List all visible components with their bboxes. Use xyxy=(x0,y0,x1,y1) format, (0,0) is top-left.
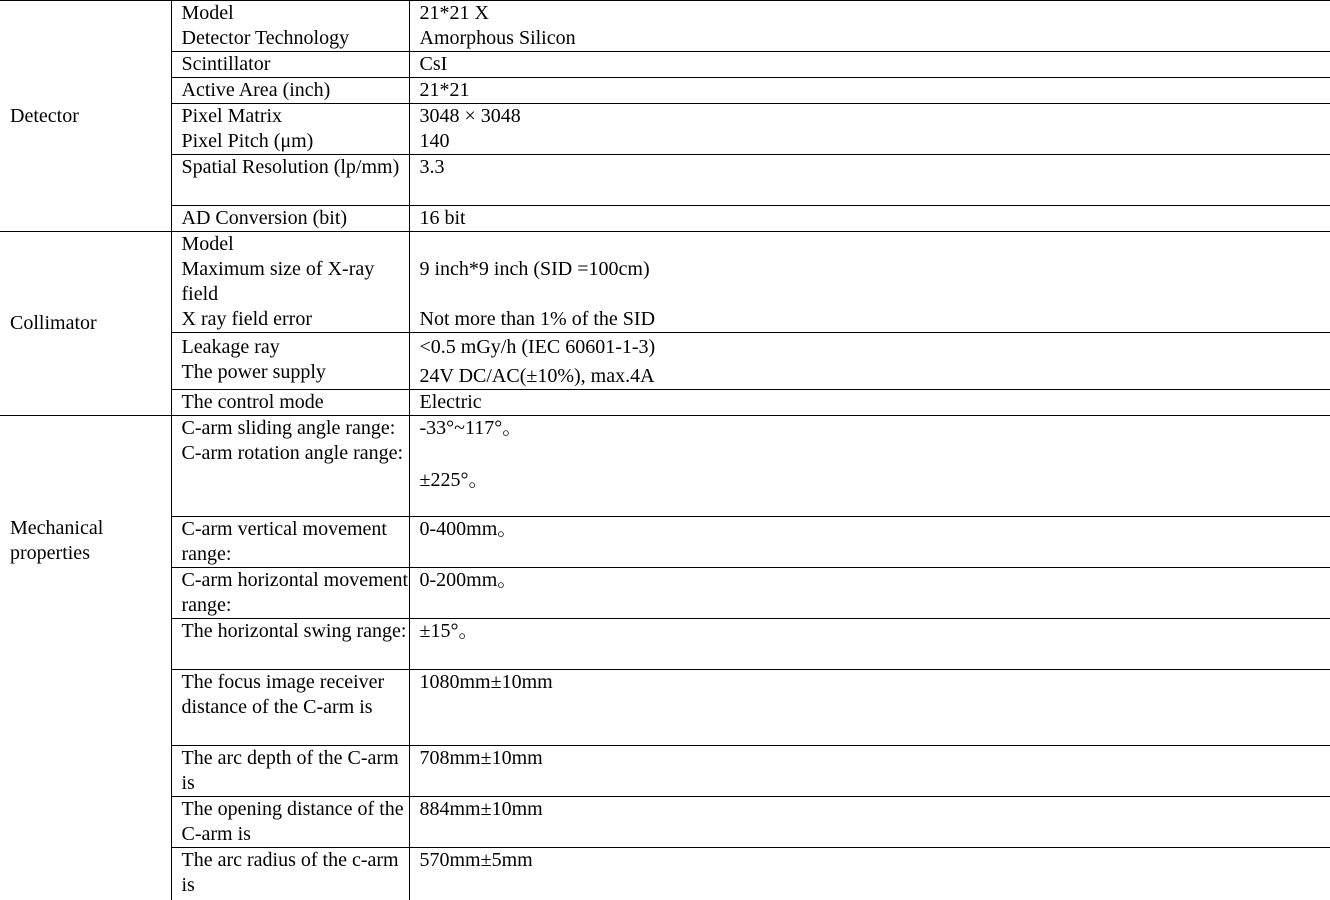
spec-value: 884mm±10mm xyxy=(409,797,1330,848)
spec-value: 21*21 xyxy=(409,78,1330,104)
spec-label: Pixel Matrix Pixel Pitch (μm) xyxy=(171,104,409,155)
spec-value: 570mm±5mm xyxy=(409,848,1330,900)
table-row xyxy=(0,517,1330,568)
spec-value: 21*21 X Amorphous Silicon xyxy=(409,1,1330,52)
spec-value: 0-400mm。 xyxy=(409,517,1330,568)
table-row xyxy=(0,232,1330,333)
table-row xyxy=(0,78,1330,104)
spec-value: 3048 × 3048 140 xyxy=(409,104,1330,155)
table-row xyxy=(0,797,1330,848)
group-label: Collimator xyxy=(10,312,97,334)
spec-label: The horizontal swing range: xyxy=(171,619,409,670)
spec-label: The focus image receiver distance of the C-arm is xyxy=(171,670,409,746)
spec-value: Electric xyxy=(409,390,1330,416)
spec-label: The opening distance of the C-arm is xyxy=(171,797,409,848)
table-row xyxy=(0,155,1330,206)
group-label: Mechanical properties xyxy=(10,517,104,564)
spec-label: Scintillator xyxy=(171,52,409,78)
table-row xyxy=(0,568,1330,619)
spec-value: 708mm±10mm xyxy=(409,746,1330,797)
spec-label: Active Area (inch) xyxy=(171,78,409,104)
spec-label: Model Detector Technology xyxy=(171,1,409,52)
spec-label: C-arm vertical movement range: xyxy=(171,517,409,568)
spec-label: Leakage ray The power supply xyxy=(171,333,409,390)
table-row xyxy=(0,848,1330,900)
spec-label: C-arm horizontal movement range: xyxy=(171,568,409,619)
group-collimator xyxy=(0,232,171,416)
group-mechanical xyxy=(0,416,171,900)
group-detector xyxy=(0,1,171,232)
spec-label: Model Maximum size of X-ray field X ray field error xyxy=(171,232,409,333)
spec-label: Spatial Resolution (lp/mm) xyxy=(171,155,409,206)
spec-value: 0-200mm。 xyxy=(409,568,1330,619)
table-row xyxy=(0,746,1330,797)
spec-label: AD Conversion (bit) xyxy=(171,206,409,232)
table-row xyxy=(0,619,1330,670)
table-row xyxy=(0,670,1330,746)
table-row xyxy=(0,206,1330,232)
table-row xyxy=(0,333,1330,390)
spec-value: 1080mm±10mm xyxy=(409,670,1330,746)
spec-value: 16 bit xyxy=(409,206,1330,232)
table-row xyxy=(0,104,1330,155)
group-label: Detector xyxy=(10,104,79,127)
spec-label: The arc radius of the c-arm is xyxy=(171,848,409,900)
spec-label: The control mode xyxy=(171,390,409,416)
spec-value: 3.3 xyxy=(409,155,1330,206)
table-row xyxy=(0,416,1330,517)
table-row xyxy=(0,1,1330,52)
spec-value: -33°~117°。 ±225°。 xyxy=(409,416,1330,517)
spec-label: The arc depth of the C-arm is xyxy=(171,746,409,797)
table-row xyxy=(0,52,1330,78)
spec-value: CsI xyxy=(409,52,1330,78)
spec-value: 9 inch*9 inch (SID =100cm) Not more than 1% of the SID xyxy=(409,232,1330,333)
spec-value: ±15°。 xyxy=(409,619,1330,670)
spec-label: C-arm sliding angle range: C-arm rotation angle range: xyxy=(171,416,409,517)
table-row xyxy=(0,390,1330,416)
spec-value: <0.5 mGy/h (IEC 60601-1-3) 24V DC/AC(±10%), max.4A xyxy=(409,333,1330,390)
